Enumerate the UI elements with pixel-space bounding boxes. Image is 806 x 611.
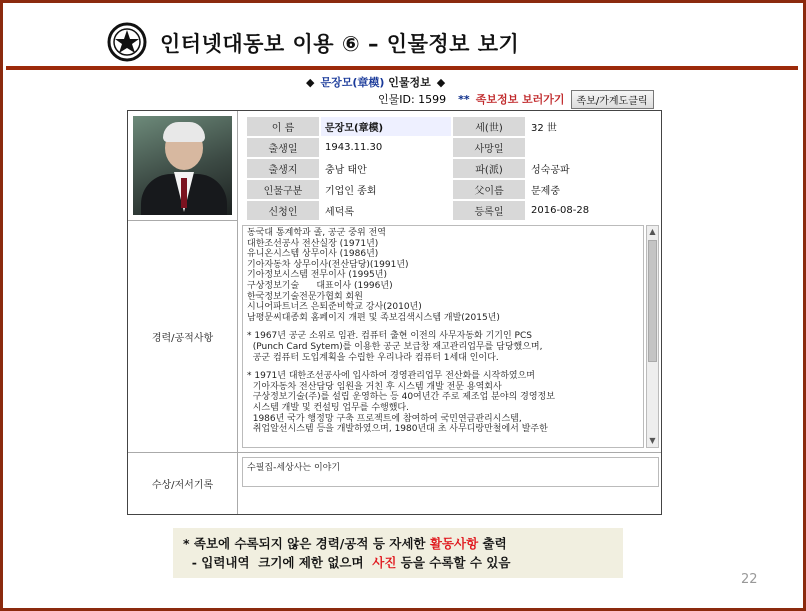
- career-line: 기아자동차 상무이사(전산담당)(1991년): [247, 259, 409, 270]
- career-line: 한국정보기술전문가협회 회원: [247, 291, 363, 302]
- field-value: 2016-08-28: [527, 201, 657, 220]
- scroll-thumb[interactable]: [648, 240, 657, 362]
- field-label: 사망일: [453, 138, 525, 157]
- career-line: 유니온시스템 상무이사 (1986년): [247, 249, 379, 260]
- diamond-icon: ◆: [306, 76, 315, 89]
- scroll-up-icon[interactable]: ▲: [649, 227, 656, 236]
- career-line: (Punch Card Sytem)를 이용한 공군 보급창 재고관리업무를 담당했으며,: [247, 341, 543, 352]
- career-line: 시니어파트너즈 은퇴준비학교 강사(2010년): [247, 302, 422, 313]
- career-line: 시스템 개발 및 컨설팅 업무를 수행했다.: [247, 402, 409, 413]
- info-row: [247, 201, 657, 220]
- note-text: 등을 수록할 수 있음: [396, 555, 511, 570]
- field-value: 충남 태안: [321, 159, 451, 178]
- person-name-link[interactable]: 문장모(章模): [320, 76, 385, 89]
- note-text: 출력: [478, 536, 507, 551]
- award-row: [128, 453, 661, 514]
- career-scrollbar[interactable]: [646, 225, 659, 448]
- note-line-1: [183, 534, 623, 553]
- field-value: 문장모(章模): [321, 117, 451, 136]
- info-row: [247, 117, 657, 136]
- person-info-header: [300, 74, 451, 90]
- note-box: [173, 528, 623, 578]
- field-label: 파(派): [453, 159, 525, 178]
- note-highlight: 활동사항: [429, 536, 479, 551]
- field-value: 문제중: [527, 180, 657, 199]
- field-value: 성숙공파: [527, 159, 657, 178]
- person-photo: [133, 116, 232, 215]
- career-row: [128, 221, 661, 453]
- info-row: [247, 138, 657, 157]
- person-id: 인물ID: 1599: [378, 93, 447, 106]
- career-line: 기아정보시스템 전무이사 (1995년): [247, 270, 387, 281]
- title-rule: [6, 66, 798, 70]
- field-value: [527, 138, 657, 157]
- field-label: 이 름: [247, 117, 319, 136]
- field-label: 인물구분: [247, 180, 319, 199]
- person-info-table: [245, 115, 659, 222]
- career-line: 구상정보기술(주)를 설립 운영하는 등 40여년간 주로 제조업 분야의 경영정보: [247, 392, 555, 403]
- scroll-down-icon[interactable]: ▼: [649, 436, 656, 445]
- career-line: 대한조선공사 전산실장 (1971년): [247, 238, 379, 249]
- page-number: 22: [741, 572, 758, 587]
- info-row: [247, 180, 657, 199]
- id-row: [378, 91, 654, 107]
- career-line: * 1967년 공군 소위로 임관. 컴퓨터 출현 이전의 사무자동화 기기인 PCS: [247, 331, 532, 342]
- career-textarea[interactable]: [242, 225, 644, 448]
- field-label: 父이름: [453, 180, 525, 199]
- slide-title: 인터넷대동보 이용 ⑥ – 인물정보 보기: [160, 32, 520, 56]
- diamond-icon: ◆: [436, 76, 446, 89]
- career-line: 1986년 국가 행정망 구축 프로젝트에 참여하여 국민연금관리시스템,: [247, 413, 522, 424]
- emblem-icon: [107, 22, 147, 62]
- note-highlight: 사진: [372, 555, 397, 570]
- field-value: 기업인 종회: [321, 180, 451, 199]
- note-line-2: [183, 553, 623, 572]
- field-value: 32 世: [527, 117, 657, 136]
- section-label: 인물정보: [384, 76, 431, 89]
- person-record: [127, 110, 662, 515]
- stars-marker: **: [458, 92, 470, 106]
- award-textarea[interactable]: 수필집-세상사는 이야기: [242, 457, 659, 487]
- note-text: - 입력내역 크기에 제한 없으며: [183, 555, 373, 570]
- career-line: 공군 컴퓨터 도입계획을 수립한 우리나라 컴퓨터 1세대 인이다.: [247, 352, 499, 363]
- field-value: 1943.11.30: [321, 138, 451, 157]
- career-line: * 1971년 대한조선공사에 입사하여 경영관리업무 전산화를 시작하였으며: [247, 371, 536, 382]
- career-line: 남평문씨대종회 홈페이지 개편 및 족보검색시스템 개발(2015년): [247, 312, 500, 323]
- genealogy-tree-button[interactable]: 족보/가계도클릭: [571, 90, 654, 109]
- info-row: [247, 159, 657, 178]
- career-line: 동국대 통계학과 졸, 공군 중위 전역: [247, 228, 386, 238]
- field-value: 세덕록: [321, 201, 451, 220]
- note-text: * 족보에 수록되지 않은 경력/공적 등 자세한: [183, 536, 430, 551]
- field-label: 세(世): [453, 117, 525, 136]
- career-line: [247, 363, 639, 371]
- field-label: 출생일: [247, 138, 319, 157]
- career-line: 취업알선시스템 등을 개발하였으며, 1980년대 초 사무디랑만철에서 발주한: [247, 424, 548, 435]
- career-line: 구상정보기술 대표이사 (1996년): [247, 280, 393, 291]
- award-label: 수상/저서기록: [128, 453, 238, 514]
- photo-cell: [128, 111, 238, 221]
- career-label: 경력/공적사항: [128, 221, 238, 452]
- field-label: 출생지: [247, 159, 319, 178]
- career-line: 기아자동차 전산담당 임원을 거친 후 시스템 개발 전문 용역회사: [247, 381, 502, 392]
- field-label: 등록일: [453, 201, 525, 220]
- field-label: 신청인: [247, 201, 319, 220]
- view-genealogy-link[interactable]: 족보정보 보러가기: [475, 93, 565, 106]
